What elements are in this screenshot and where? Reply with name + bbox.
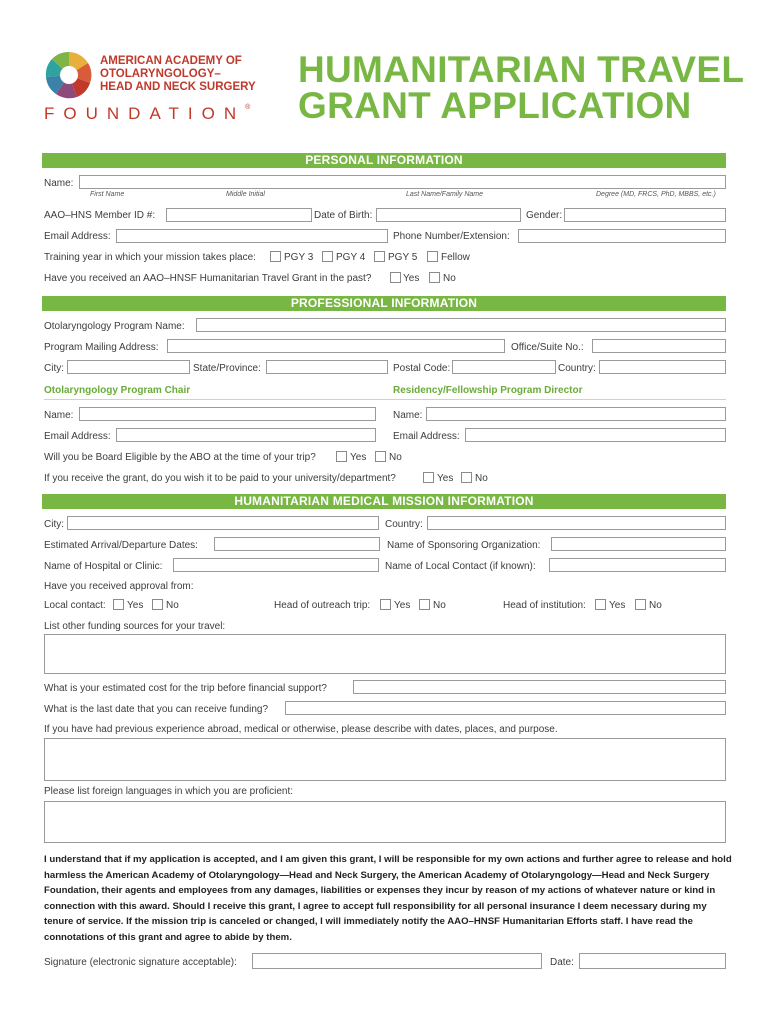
name-label: Name: xyxy=(44,178,74,189)
registered-mark: ® xyxy=(245,104,251,111)
city-label: City: xyxy=(44,363,64,374)
office-suite-label: Office/Suite No.: xyxy=(511,342,584,353)
prior-grant-no-checkbox[interactable] xyxy=(429,272,440,283)
local-contact-yes-checkbox[interactable] xyxy=(113,599,124,610)
pgy5-label: PGY 5 xyxy=(388,252,418,263)
dob-input[interactable] xyxy=(376,208,521,222)
arrival-departure-label: Estimated Arrival/Departure Dates: xyxy=(44,540,198,551)
previous-experience-label: If you have had previous experience abroad, medical or otherwise, please describe with dates, places, and purpose. xyxy=(44,724,558,735)
outreach-yes-label: Yes xyxy=(394,600,411,611)
local-contact-approval-label: Local contact: xyxy=(44,600,106,611)
funding-sources-label: List other funding sources for your travel: xyxy=(44,621,226,632)
pgy4-checkbox[interactable] xyxy=(322,251,333,262)
city-input[interactable] xyxy=(67,360,190,374)
chair-name-label: Name: xyxy=(44,410,74,421)
pgy4-label: PGY 4 xyxy=(336,252,366,263)
agreement-text: I understand that if my application is accepted, and I am given this grant, I will be responsible for my own actions and further agree to release and hold harmless the American Academy of Otolaryngology—Head and Neck Surgery, the American Academy of Otolaryngology—Head and Neck Surgery Foundation, their agents and employees from any damages, liabilities or expenses they incur by reason of my actions of whatever nature or kind in connection with this award. Should I receive this grant, I agree to accept full responsibility for all personal insurance I deem necessary during my tenure of service. If the mission trip is canceled or changed, I will immediately notify the AAO–HNSF Humanitarian Efforts staff. I have read the connotations of this grant and agree to abide by them. xyxy=(44,854,732,943)
prior-grant-no-label: No xyxy=(443,273,456,284)
institution-no-label: No xyxy=(649,600,662,611)
gender-input[interactable] xyxy=(564,208,726,222)
prior-grant-yes-label: Yes xyxy=(403,273,420,284)
dob-label: Date of Birth: xyxy=(314,210,373,221)
mission-country-input[interactable] xyxy=(427,516,726,530)
country-label: Country: xyxy=(558,363,596,374)
email-label: Email Address: xyxy=(44,231,111,242)
phone-label: Phone Number/Extension: xyxy=(393,231,510,242)
member-id-input[interactable] xyxy=(166,208,312,222)
swirl-logo-icon xyxy=(44,50,94,100)
sponsoring-org-label: Name of Sponsoring Organization: xyxy=(387,540,541,551)
foundation-wordmark xyxy=(44,104,250,124)
foundation-text: FOUNDATION xyxy=(44,104,246,123)
institution-no-checkbox[interactable] xyxy=(635,599,646,610)
first-name-caption: First Name xyxy=(90,191,125,198)
sponsoring-org-input[interactable] xyxy=(551,537,726,551)
prior-grant-label: Have you received an AAO–HNSF Humanitarian Travel Grant in the past? xyxy=(44,273,372,284)
member-id-label: AAO–HNS Member ID #: xyxy=(44,210,156,221)
chair-email-input[interactable] xyxy=(116,428,376,442)
institution-yes-checkbox[interactable] xyxy=(595,599,606,610)
program-name-label: Otolaryngology Program Name: xyxy=(44,321,185,332)
director-email-input[interactable] xyxy=(465,428,726,442)
page-title-line2: GRANT APPLICATION xyxy=(298,85,692,126)
pgy3-checkbox[interactable] xyxy=(270,251,281,262)
payment-preference-label: If you receive the grant, do you wish it to be paid to your university/department? xyxy=(44,473,396,484)
program-director-heading: Residency/Fellowship Program Director xyxy=(393,385,583,396)
outreach-no-label: No xyxy=(433,600,446,611)
hospital-clinic-input[interactable] xyxy=(173,558,379,572)
middle-initial-caption: Middle Initial xyxy=(226,191,265,198)
outreach-approval-label: Head of outreach trip: xyxy=(274,600,371,611)
pgy5-checkbox[interactable] xyxy=(374,251,385,262)
postal-code-input[interactable] xyxy=(452,360,556,374)
country-input[interactable] xyxy=(599,360,726,374)
postal-code-label: Postal Code: xyxy=(393,363,451,374)
director-name-input[interactable] xyxy=(426,407,726,421)
local-contact-name-input[interactable] xyxy=(549,558,726,572)
abo-no-label: No xyxy=(389,452,402,463)
degree-caption: Degree (MD, FRCS, PhD, MBBS, etc.) xyxy=(596,191,716,198)
last-name-caption: Last Name/Family Name xyxy=(406,191,484,198)
logo xyxy=(44,50,94,100)
last-funding-date-label: What is the last date that you can receive funding? xyxy=(44,704,269,715)
last-funding-date-input[interactable] xyxy=(285,701,726,715)
state-label: State/Province: xyxy=(193,363,261,374)
org-name-line2: OTOLARYNGOLOGY– xyxy=(100,68,221,80)
page-title-line1: HUMANITARIAN TRAVEL xyxy=(298,49,745,90)
foreign-languages-textarea[interactable] xyxy=(44,801,726,843)
estimated-cost-label: What is your estimated cost for the trip before financial support? xyxy=(44,683,327,694)
section-header-professional: PROFESSIONAL INFORMATION xyxy=(42,296,726,311)
training-year-label: Training year in which your mission takes place: xyxy=(44,252,256,263)
payment-yes-label: Yes xyxy=(437,473,454,484)
director-name-label: Name: xyxy=(393,410,423,421)
institution-approval-label: Head of institution: xyxy=(503,600,586,611)
mission-city-input[interactable] xyxy=(67,516,379,530)
program-name-input[interactable] xyxy=(196,318,726,332)
local-contact-name-label: Name of Local Contact (if known): xyxy=(385,561,536,572)
institution-yes-label: Yes xyxy=(609,600,626,611)
local-contact-no-checkbox[interactable] xyxy=(152,599,163,610)
payment-no-checkbox[interactable] xyxy=(461,472,472,483)
gender-label: Gender: xyxy=(526,210,563,221)
abo-no-checkbox[interactable] xyxy=(375,451,386,462)
signature-input[interactable] xyxy=(252,953,542,969)
hospital-clinic-label: Name of Hospital or Clinic: xyxy=(44,561,163,572)
org-name-line3: HEAD AND NECK SURGERY xyxy=(100,81,256,93)
email-input[interactable] xyxy=(116,229,388,243)
divider xyxy=(44,399,726,400)
abo-yes-checkbox[interactable] xyxy=(336,451,347,462)
fellow-label: Fellow xyxy=(441,252,470,263)
previous-experience-textarea[interactable] xyxy=(44,738,726,781)
mailing-address-input[interactable] xyxy=(167,339,505,353)
mission-city-label: City: xyxy=(44,519,64,530)
local-contact-no-label: No xyxy=(166,600,179,611)
office-suite-input[interactable] xyxy=(592,339,726,353)
prior-grant-yes-checkbox[interactable] xyxy=(390,272,401,283)
mailing-address-label: Program Mailing Address: xyxy=(44,342,159,353)
director-email-label: Email Address: xyxy=(393,431,460,442)
abo-yes-label: Yes xyxy=(350,452,367,463)
mission-country-label: Country: xyxy=(385,519,423,530)
phone-input[interactable] xyxy=(518,229,726,243)
program-chair-heading: Otolaryngology Program Chair xyxy=(44,385,191,396)
chair-name-input[interactable] xyxy=(79,407,376,421)
payment-yes-checkbox[interactable] xyxy=(423,472,434,483)
payment-no-label: No xyxy=(475,473,488,484)
chair-email-label: Email Address: xyxy=(44,431,111,442)
fellow-checkbox[interactable] xyxy=(427,251,438,262)
org-name-line1: AMERICAN ACADEMY OF xyxy=(100,55,242,67)
abo-eligibility-label: Will you be Board Eligible by the ABO at the time of your trip? xyxy=(44,452,316,463)
estimated-cost-input[interactable] xyxy=(353,680,726,694)
signature-label: Signature (electronic signature acceptable): xyxy=(44,957,237,968)
date-input[interactable] xyxy=(579,953,726,969)
section-header-mission: HUMANITARIAN MEDICAL MISSION INFORMATION xyxy=(42,494,726,509)
pgy3-label: PGY 3 xyxy=(284,252,314,263)
section-header-personal: PERSONAL INFORMATION xyxy=(42,153,726,168)
outreach-no-checkbox[interactable] xyxy=(419,599,430,610)
arrival-departure-input[interactable] xyxy=(214,537,380,551)
state-input[interactable] xyxy=(266,360,388,374)
funding-sources-textarea[interactable] xyxy=(44,634,726,674)
foreign-languages-label: Please list foreign languages in which you are proficient: xyxy=(44,786,294,797)
outreach-yes-checkbox[interactable] xyxy=(380,599,391,610)
date-label: Date: xyxy=(550,957,574,968)
approval-label: Have you received approval from: xyxy=(44,581,194,592)
name-input[interactable] xyxy=(79,175,726,189)
local-contact-yes-label: Yes xyxy=(127,600,144,611)
